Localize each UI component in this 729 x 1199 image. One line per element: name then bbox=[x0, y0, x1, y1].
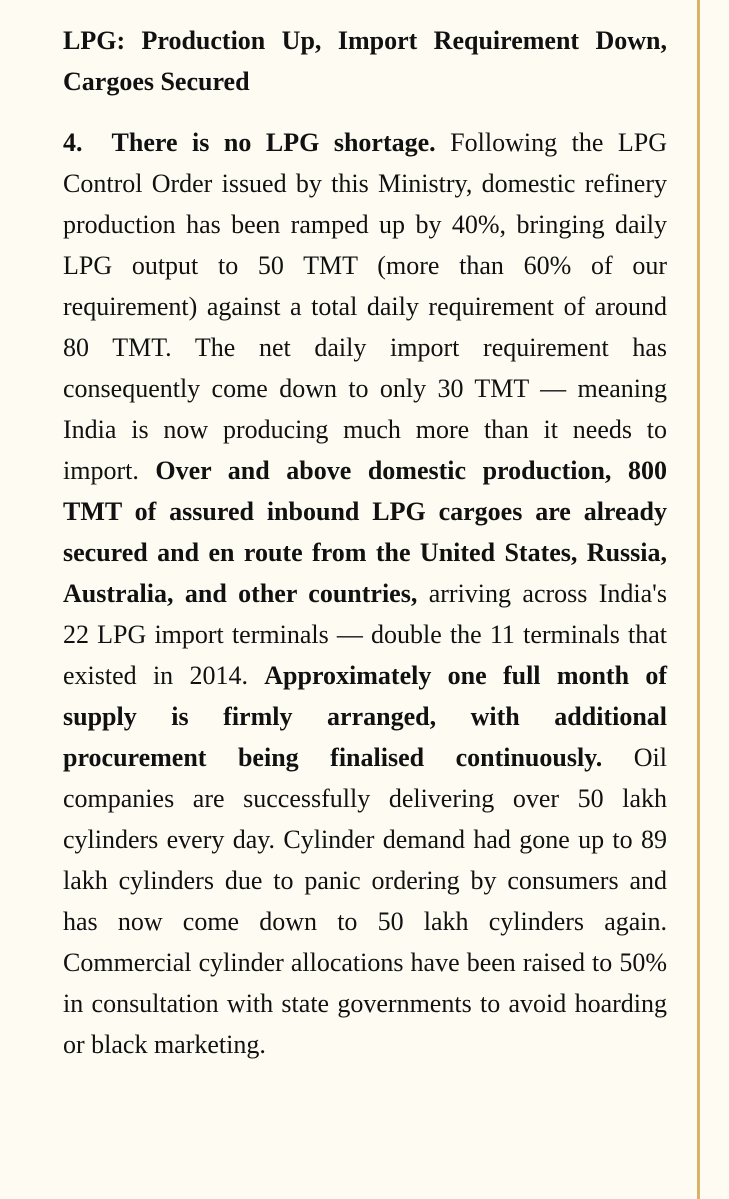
paragraph-4 bbox=[63, 122, 667, 1065]
cargo-statement: Over and above domestic production, 800 TMT of assured inbound LPG cargoes are already secured and en route from the United States, Russia, Australia, and other countries, bbox=[63, 456, 667, 608]
supply-statement: Approximately one full month of supply is firmly arranged, with additional procurement being finalised continuously. bbox=[63, 661, 668, 772]
paragraph-text-3: Oil companies are successfully delivering over 50 lakh cylinders every day. Cylinder demand had gone up to 89 lakh cylinders due to panic ordering by consumers and has now come down to 50 lakh cylinders again. Commercial cylinder allocations have been raised to 50% in consultation with state governments to avoid hoarding or black marketing. bbox=[63, 743, 668, 1059]
section-heading: LPG: Production Up, Import Requirement Down, Cargoes Secured bbox=[63, 26, 667, 96]
paragraph-text-1: Following the LPG Control Order issued by this Ministry, domestic refinery production has been ramped up by 40%, bringing daily LPG output to 50 TMT (more than 60% of our requirement) against a total daily requirement of around 80 TMT. The net daily import requirement has consequently come down to only 30 TMT — meaning India is now producing much more than it needs to import. bbox=[63, 128, 668, 485]
paragraph-text-2: arriving across India's 22 LPG import terminals — double the 11 terminals that existed in 2014. bbox=[63, 579, 667, 690]
document-body bbox=[63, 20, 667, 1065]
page-border-rule bbox=[697, 0, 700, 1199]
lead-statement: There is no LPG shortage. bbox=[111, 128, 436, 157]
paragraph-number: 4. bbox=[63, 128, 83, 157]
